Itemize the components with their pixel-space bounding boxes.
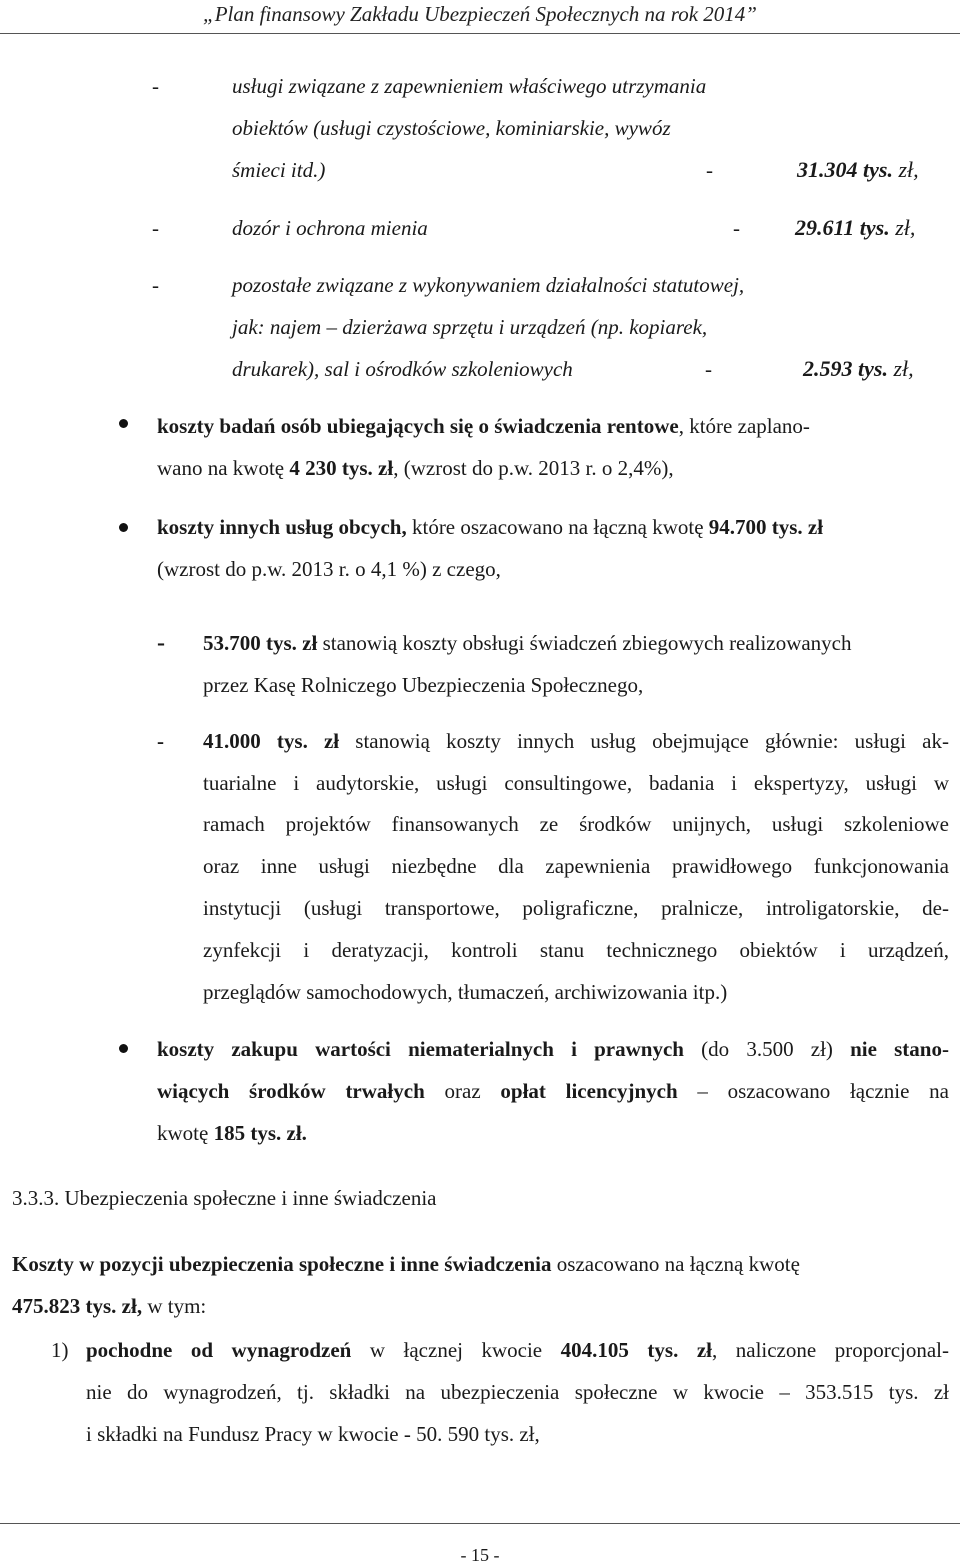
- amount-value: 94.700 tys. zł: [708, 515, 824, 539]
- bullet-bold-text: opłat licencyjnych: [500, 1079, 678, 1103]
- list-dash: -: [152, 74, 159, 98]
- list-line: usługi związane z zapewnieniem właściwego utrzymania: [232, 74, 707, 98]
- list-amount: [803, 356, 914, 382]
- sub-text: instytucji (usługi transportowe, poligraficzne, pralnicze, introligatorskie, de-: [203, 896, 949, 920]
- sub-text: tuarialne i audytorskie, usługi consultingowe, badania i ekspertyzy, usługi w: [203, 771, 949, 795]
- bullet-text: , (wzrost do p.w. 2013 r. o 2,4%),: [393, 456, 674, 480]
- numbered-text: nie do wynagrodzeń, tj. składki na ubezpieczenia społeczne w kwocie – 353.515 tys. zł: [86, 1380, 949, 1404]
- section-heading: [12, 1186, 436, 1211]
- page-header-title: „Plan finansowy Zakładu Ubezpieczeń Społecznych na rok 2014”: [203, 2, 757, 26]
- list-line: drukarek), sal i ośrodków szkoleniowych: [232, 357, 573, 381]
- bullet-icon: [119, 419, 128, 428]
- list-dash: -: [152, 273, 159, 297]
- bullet-icon: [119, 1044, 128, 1053]
- amount-value: 41.000 tys. zł: [203, 729, 340, 753]
- amount-value: 404.105 tys. zł: [560, 1338, 712, 1362]
- bullet-text: , które zaplano-: [678, 414, 810, 438]
- bullet-text: (wzrost do p.w. 2013 r. o 4,1 %) z czego,: [157, 557, 501, 581]
- paragraph-text: w tym:: [142, 1294, 207, 1318]
- amount-value: 53.700 tys. zł: [203, 631, 318, 655]
- sub-text: ramach projektów finansowanych ze środków unijnych, usługi szkoleniowe: [203, 812, 949, 836]
- amount-unit: zł,: [895, 215, 916, 240]
- bullet-bold-text: koszty zakupu wartości niematerialnych i prawnych: [157, 1037, 684, 1061]
- list-amount: [797, 157, 919, 183]
- bullet-icon: [119, 523, 128, 532]
- bullet-text: (do 3.500 zł): [683, 1037, 851, 1061]
- list-sep: -: [733, 216, 740, 240]
- bullet-text: wano na kwotę: [157, 456, 290, 480]
- bullet-text: oraz: [424, 1079, 501, 1103]
- section-number: 3.3.3.: [12, 1186, 60, 1210]
- bullet-bold-text: wiących środków trwałych: [157, 1079, 425, 1103]
- bullet-text: – oszacowano łącznie na: [677, 1079, 949, 1103]
- bullet-bold-text: nie stano-: [850, 1037, 949, 1061]
- numbered-bold-text: pochodne od wynagrodzeń: [86, 1338, 352, 1362]
- amount-value: 29.611 tys.: [795, 215, 890, 240]
- amount-value: 2.593 tys.: [803, 356, 888, 381]
- list-line: śmieci itd.): [232, 158, 326, 182]
- numbered-line: [86, 1338, 949, 1363]
- numbered-text: , naliczone proporcjonal-: [711, 1338, 949, 1362]
- numbered-marker: 1): [51, 1338, 69, 1362]
- sub-dash: -: [157, 630, 165, 656]
- list-sep: -: [706, 158, 713, 182]
- sub-text: przeglądów samochodowych, tłumaczeń, archiwizowania itp.): [203, 980, 728, 1004]
- sub-text: stanowią koszty obsługi świadczeń zbiegowych realizowanych: [317, 631, 852, 655]
- list-amount: [795, 215, 915, 241]
- bullet-line: [157, 456, 674, 481]
- sub-text: stanowią koszty innych usług obejmujące głównie: usługi ak-: [339, 729, 949, 753]
- amount-value: 31.304 tys.: [797, 157, 893, 182]
- bullet-line: [157, 515, 823, 540]
- paragraph-line: [12, 1252, 800, 1277]
- bullet-line: [157, 414, 810, 439]
- sub-line: [203, 729, 949, 754]
- paragraph-line: [12, 1294, 206, 1319]
- page-number: - 15 -: [460, 1545, 500, 1565]
- bullet-bold-text: koszty badań osób ubiegających się o świadczenia rentowe: [157, 414, 679, 438]
- amount-unit: zł,: [893, 356, 914, 381]
- bullet-line: [157, 1079, 949, 1104]
- paragraph-text: oszacowano na łączną kwotę: [551, 1252, 800, 1276]
- bullet-text: które oszacowano na łączną kwotę: [406, 515, 709, 539]
- amount-value: 4 230 tys. zł: [289, 456, 394, 480]
- list-sep: -: [705, 357, 712, 381]
- numbered-text: i składki na Fundusz Pracy w kwocie - 50. 590 tys. zł,: [86, 1422, 540, 1446]
- list-line: dozór i ochrona mienia: [232, 216, 428, 240]
- bullet-text: kwotę: [157, 1121, 214, 1145]
- bullet-bold-text: koszty innych usług obcych,: [157, 515, 407, 539]
- section-title: Ubezpieczenia społeczne i inne świadczenia: [64, 1186, 437, 1210]
- header-rule: [0, 33, 960, 34]
- sub-dash: -: [157, 729, 164, 753]
- amount-value: 185 tys. zł.: [213, 1121, 307, 1145]
- list-dash: -: [152, 216, 159, 240]
- bullet-line: [157, 1121, 307, 1146]
- sub-line: [203, 631, 852, 656]
- sub-text: zynfekcji i deratyzacji, kontroli stanu technicznego obiektów i urządzeń,: [203, 938, 949, 962]
- sub-text: oraz inne usługi niezbędne dla zapewnienia prawidłowego funkcjonowania: [203, 854, 949, 878]
- amount-unit: zł,: [898, 157, 919, 182]
- amount-value: 475.823 tys. zł,: [12, 1294, 143, 1318]
- numbered-text: w łącznej kwocie: [351, 1338, 561, 1362]
- footer-rule: [0, 1523, 960, 1524]
- list-line: obiektów (usługi czystościowe, kominiarskie, wywóz: [232, 116, 671, 140]
- list-line: jak: najem – dzierżawa sprzętu i urządzeń (np. kopiarek,: [232, 315, 708, 339]
- list-line: pozostałe związane z wykonywaniem działalności statutowej,: [232, 273, 745, 297]
- paragraph-bold-text: Koszty w pozycji ubezpieczenia społeczne i inne świadczenia: [12, 1252, 552, 1276]
- bullet-line: [157, 1037, 949, 1062]
- sub-text: przez Kasę Rolniczego Ubezpieczenia Społecznego,: [203, 673, 644, 697]
